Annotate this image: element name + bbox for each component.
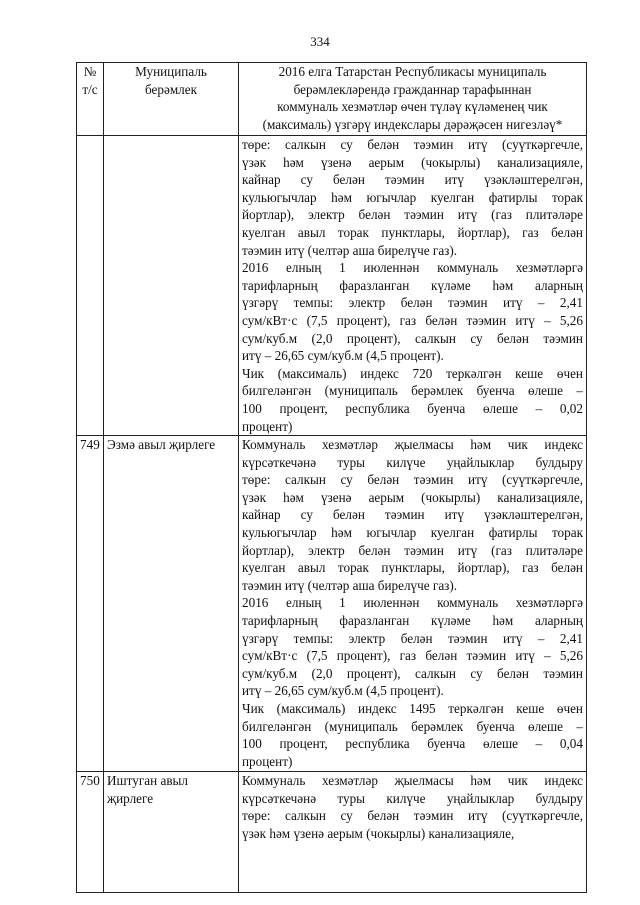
text-line: үзәк һәм үзенә аерым (чокырлы) канализацияле, (242, 154, 583, 170)
table-row (77, 136, 587, 436)
row-number: 749 (77, 436, 104, 772)
cell-line: № (83, 64, 97, 79)
cell-line: (максималь) үзгәрү индекслары дәрәҗәсен нигезләү* (262, 116, 563, 132)
text-line: процент) (242, 753, 293, 769)
text-line: төре: салкын су белән тәэмин итү (суүткәргечле, (242, 808, 583, 824)
header-description (239, 63, 587, 136)
text-line: йортлар), электр белән тәэмин итү (газ плитәләре (242, 542, 583, 558)
row-number: 750 (77, 772, 104, 893)
text-line: 100 процент, республика буенча өлеше – 0,04 (242, 736, 583, 752)
table-row (77, 772, 587, 893)
cell-line: Эзмә авыл җирлеге (107, 437, 216, 453)
text-line: төре: салкын су белән тәэмин итү (суүткәргечле, (242, 137, 583, 152)
text-line: үзгәрү темпы: электр белән тәэмин итү – 2,41 (242, 295, 583, 311)
text-line: кульюгычлар һәм югычлар куелган фатирлы торак (242, 525, 583, 541)
page-number: 334 (310, 34, 330, 49)
text-line: кульюгычлар һәм югычлар куелган фатирлы торак (242, 189, 583, 205)
paragraph (242, 772, 583, 842)
text-line: тәэмин итү (челтәр аша бирелүче газ). (242, 242, 458, 258)
row-description (239, 436, 587, 772)
cell-line: 2016 елга Татарстан Республикасы муниципаль (278, 64, 547, 79)
table-row (77, 436, 587, 772)
text-line: 100 процент, республика буенча өлеше – 0,02 (242, 400, 583, 416)
text-line: процент) (242, 418, 293, 434)
row-municipality (104, 772, 239, 893)
text-line: 2016 елның 1 июленнән коммуналь хезмәтләргә (242, 260, 583, 276)
header-municipality (104, 63, 239, 136)
row-description (239, 772, 587, 893)
text-line: 2016 елның 1 июленнән коммуналь хезмәтләргә (242, 595, 583, 611)
cell-line: берәмлекләрендә гражданнар тарафыннан (293, 81, 532, 97)
row-description (239, 136, 587, 436)
text-line: үзәк һәм үзенә аерым (чокырлы) канализацияле, (242, 489, 583, 505)
text-line: үзәк һәм үзенә аерым (чокырлы) канализацияле, (242, 825, 515, 841)
text-line: кайнар су белән тәэмин итү үзәкләштерелгән, (242, 507, 583, 523)
text-line: билгеләнгән (муниципаль берәмлек буенча өлеше – (242, 383, 583, 399)
paragraph (242, 365, 583, 435)
cell-line: җирлеге (107, 790, 154, 806)
text-line: үзгәрү темпы: электр белән тәэмин итү – 2,41 (242, 630, 583, 646)
text-line: кайнар су белән тәэмин итү үзәкләштерелгән, (242, 172, 583, 188)
row-number (77, 136, 104, 436)
text-line: Коммуналь хезмәтләр җыелмасы һәм чик индекс (242, 773, 583, 789)
text-line: куелган авыл торак пунктлары, йортлар), газ белән (242, 560, 583, 576)
table-header-row (77, 63, 587, 136)
header-number (77, 63, 104, 136)
indices-table (76, 62, 587, 893)
paragraph (242, 136, 583, 259)
text-line: күрсәткечәнә туры килүче уңайлыклар булдыру (242, 790, 583, 806)
paragraph (242, 436, 583, 594)
text-line: итү – 26,65 сум/куб.м (4,5 процент). (242, 348, 444, 364)
text-line: билгеләнгән (муниципаль берәмлек буенча өлеше – (242, 718, 583, 734)
text-line: тарифларның фаразланган күләме һәм аларның (242, 613, 583, 629)
paragraph (242, 259, 583, 365)
text-line: тәэмин итү (челтәр аша бирелүче газ). (242, 577, 458, 593)
text-line: төре: салкын су белән тәэмин итү (суүткәргечле, (242, 472, 583, 488)
cell-line: коммуналь хезмәтләр өчен түләү күләменең чик (277, 99, 548, 115)
text-line: куелган авыл торак пунктлары, йортлар), газ белән (242, 224, 583, 240)
text-line: сум/кВт·с (7,5 процент), газ белән тәэмин итү – 5,26 (242, 648, 583, 664)
text-line: күрсәткечәнә туры килүче уңайлыклар булдыру (242, 454, 583, 470)
paragraph (242, 594, 583, 700)
text-line: сум/куб.м (2,0 процент), салкын су белән тәэмин (242, 665, 583, 681)
cell-line: берәмлек (144, 81, 198, 97)
text-line: сум/кВт·с (7,5 процент), газ белән тәэмин итү – 5,26 (242, 312, 583, 328)
cell-line: т/с (82, 81, 98, 97)
text-line: йортлар), электр белән тәэмин итү (газ плитәләре (242, 207, 583, 223)
cell-line: Муниципаль (135, 64, 207, 79)
row-municipality (104, 136, 239, 436)
text-line: итү – 26,65 сум/куб.м (4,5 процент). (242, 683, 444, 699)
row-municipality (104, 436, 239, 772)
cell-line: Иштуган авыл (107, 773, 188, 789)
text-line: тарифларның фаразланган күләме һәм аларның (242, 277, 583, 293)
text-line: сум/куб.м (2,0 процент), салкын су белән тәэмин (242, 330, 583, 346)
paragraph (242, 700, 583, 770)
text-line: Чик (максималь) индекс 720 теркәлгән кеше өчен (242, 365, 583, 381)
text-line: Коммуналь хезмәтләр җыелмасы һәм чик индекс (242, 437, 583, 453)
text-line: Чик (максималь) индекс 1495 теркәлгән кеше өчен (242, 701, 583, 716)
